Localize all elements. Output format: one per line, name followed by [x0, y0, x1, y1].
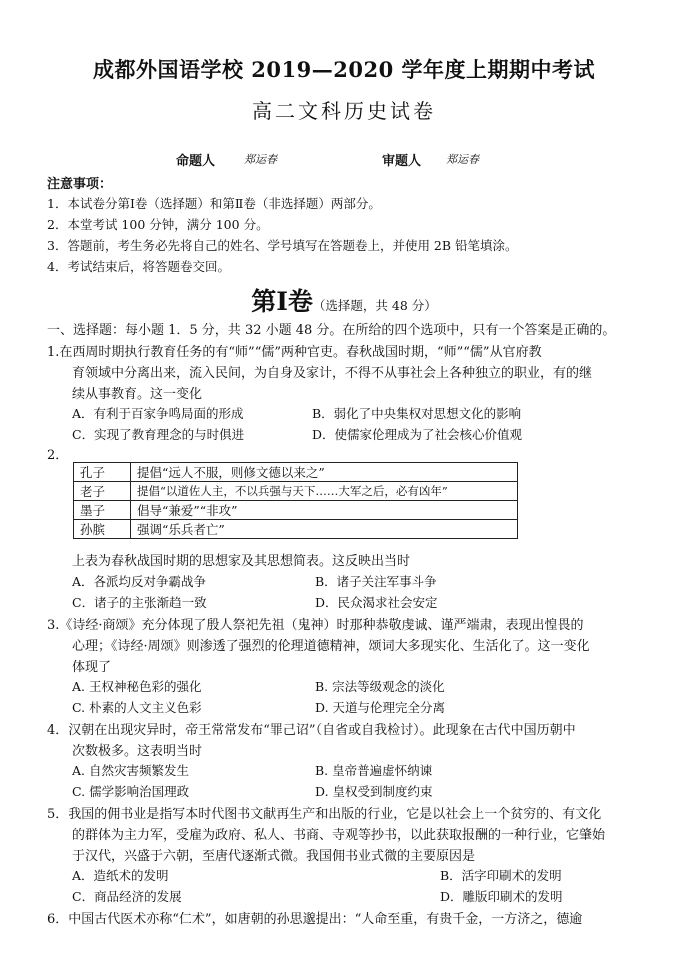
q2-option-a: A．各派均反对争霸战争 [72, 574, 207, 589]
q1-option-a: A．有利于百家争鸣局面的形成 [72, 406, 244, 421]
q1-option-d: D．使儒家伦理成为了社会核心价值观 [312, 427, 523, 442]
question-1-line: 育领域中分离出来，流入民间，为自身及家计，不得不从事社会上各种独立的职业，有的继 [72, 366, 593, 381]
section-instruction: 一、选择题：每小题 1．5 分，共 32 小题 48 分。在所给的四个选项中，只有一个答案是正确的。 [47, 323, 616, 338]
q3-option-c: C. 朴素的人文主义色彩 [72, 700, 202, 715]
q3-option-d: D. 天道与伦理完全分离 [315, 700, 446, 715]
reviewer-label: 审题人 [382, 154, 422, 169]
question-2-stem: 上表为春秋战国时期的思想家及其思想简表。这反映出当时 [72, 554, 411, 569]
q5-option-b: B．活字印刷术的发明 [440, 868, 562, 883]
notice-item: 2．本堂考试 100 分钟，满分 100 分。 [47, 217, 269, 232]
question-3-line: 体现了 [72, 660, 112, 675]
q3-option-b: B. 宗法等级观念的淡化 [315, 679, 445, 694]
q3-option-a: A. 王权神秘色彩的强化 [72, 679, 202, 694]
notice-item: 4．考试结束后，将答题卷交回。 [47, 259, 230, 274]
section-title-note: （选择题，共 48 分） [312, 298, 437, 313]
table-cell-idea: 倡导“兼爱”“非攻” [131, 501, 518, 520]
exam-subtitle: 高二文科历史试卷 [252, 99, 436, 123]
q2-option-b: B．诸子关注军事斗争 [315, 574, 437, 589]
table-cell-name: 孔子 [74, 463, 131, 482]
table-cell-name: 孙膑 [74, 520, 131, 539]
notice-item: 1．本试卷分第Ⅰ卷（选择题）和第Ⅱ卷（非选择题）两部分。 [47, 196, 381, 211]
table-cell-idea: 提倡“以道佐人主，不以兵强与天下……大军之后，必有凶年” [131, 482, 518, 501]
question-1-line: 续从事教育。这一变化 [72, 387, 203, 402]
q1-option-c: C．实现了教育理念的与时俱进 [72, 427, 245, 442]
question-5-line: 的群体为主力军，受雇为政府、私人、书商、寺观等抄书，以此获取报酬的一种行业，它肇始 [72, 828, 606, 843]
question-3-line: 心理；《诗经·周颂》则渗透了强烈的伦理道德精神，颂词大多现实化、生活化了。这一变化 [72, 639, 590, 654]
q2-option-c: C．诸子的主张渐趋一致 [72, 595, 207, 610]
table-cell-name: 老子 [74, 482, 131, 501]
question-1-line: 1.在西周时期执行教育任务的有“师”“儒”两种官吏。春秋战国时期，“师”“儒”从官府教 [47, 345, 542, 360]
question-6-line: 6．中国古代医术亦称“仁术”，如唐朝的孙思邈提出：“人命至重，有贵千金，一方济之，德逾 [47, 912, 583, 927]
q4-option-d: D. 皇权受到制度约束 [315, 784, 433, 799]
notice-heading: 注意事项： [47, 177, 113, 192]
question-3-line: 3.《诗经·商颂》充分体现了殷人祭祀先祖（鬼神）时那种恭敬虔诚、谨严端肃，表现出惶畏的 [47, 618, 584, 633]
reviewer-name: 郑运春 [446, 153, 479, 166]
question-2-number: 2． [47, 448, 69, 463]
table-cell-name: 墨子 [74, 501, 131, 520]
table-row [74, 501, 518, 520]
q2-option-d: D．民众渴求社会安定 [315, 595, 438, 610]
q1-option-b: B．弱化了中央集权对思想文化的影响 [312, 406, 522, 421]
q5-option-c: C．商品经济的发展 [72, 889, 182, 904]
thinkers-table [73, 462, 518, 539]
table-row [74, 520, 518, 539]
setter-label: 命题人 [176, 154, 216, 169]
exam-title: 成都外国语学校 2019—2020 学年度上期期中考试 [92, 57, 595, 82]
question-4-line: 4．汉朝在出现灾异时，帝王常常发布“罪己诏”（自省或自我检讨）。此现象在古代中国历朝中 [47, 723, 576, 738]
q5-option-d: D．雕版印刷术的发明 [440, 889, 563, 904]
question-5-line: 于汉代，兴盛于六朝，至唐代逐渐式微。我国佣书业式微的主要原因是 [72, 849, 476, 864]
table-row [74, 463, 518, 482]
section-title-main: 第Ⅰ卷 [251, 287, 313, 316]
q4-option-b: B. 皇帝普遍虚怀纳谏 [315, 763, 433, 778]
question-4-line: 次数极多。这表明当时 [72, 744, 203, 759]
table-row [74, 482, 518, 501]
table-cell-idea: 强调“乐兵者亡” [131, 520, 518, 539]
setter-name: 郑运春 [244, 153, 277, 166]
q4-option-a: A. 自然灾害频繁发生 [72, 763, 189, 778]
q5-option-a: A．造纸术的发明 [72, 868, 169, 883]
q4-option-c: C. 儒学影响治国理政 [72, 784, 190, 799]
table-cell-idea: 提倡“远人不服，则修文德以来之” [131, 463, 518, 482]
question-5-line: 5．我国的佣书业是指写本时代图书文献再生产和出版的行业，它是以社会上一个贫穷的、有文化 [47, 807, 602, 822]
section-title [0, 282, 688, 318]
notice-item: 3．答题前，考生务必先将自己的姓名、学号填写在答题卷上，并使用 2B 铅笔填涂。 [47, 238, 518, 253]
